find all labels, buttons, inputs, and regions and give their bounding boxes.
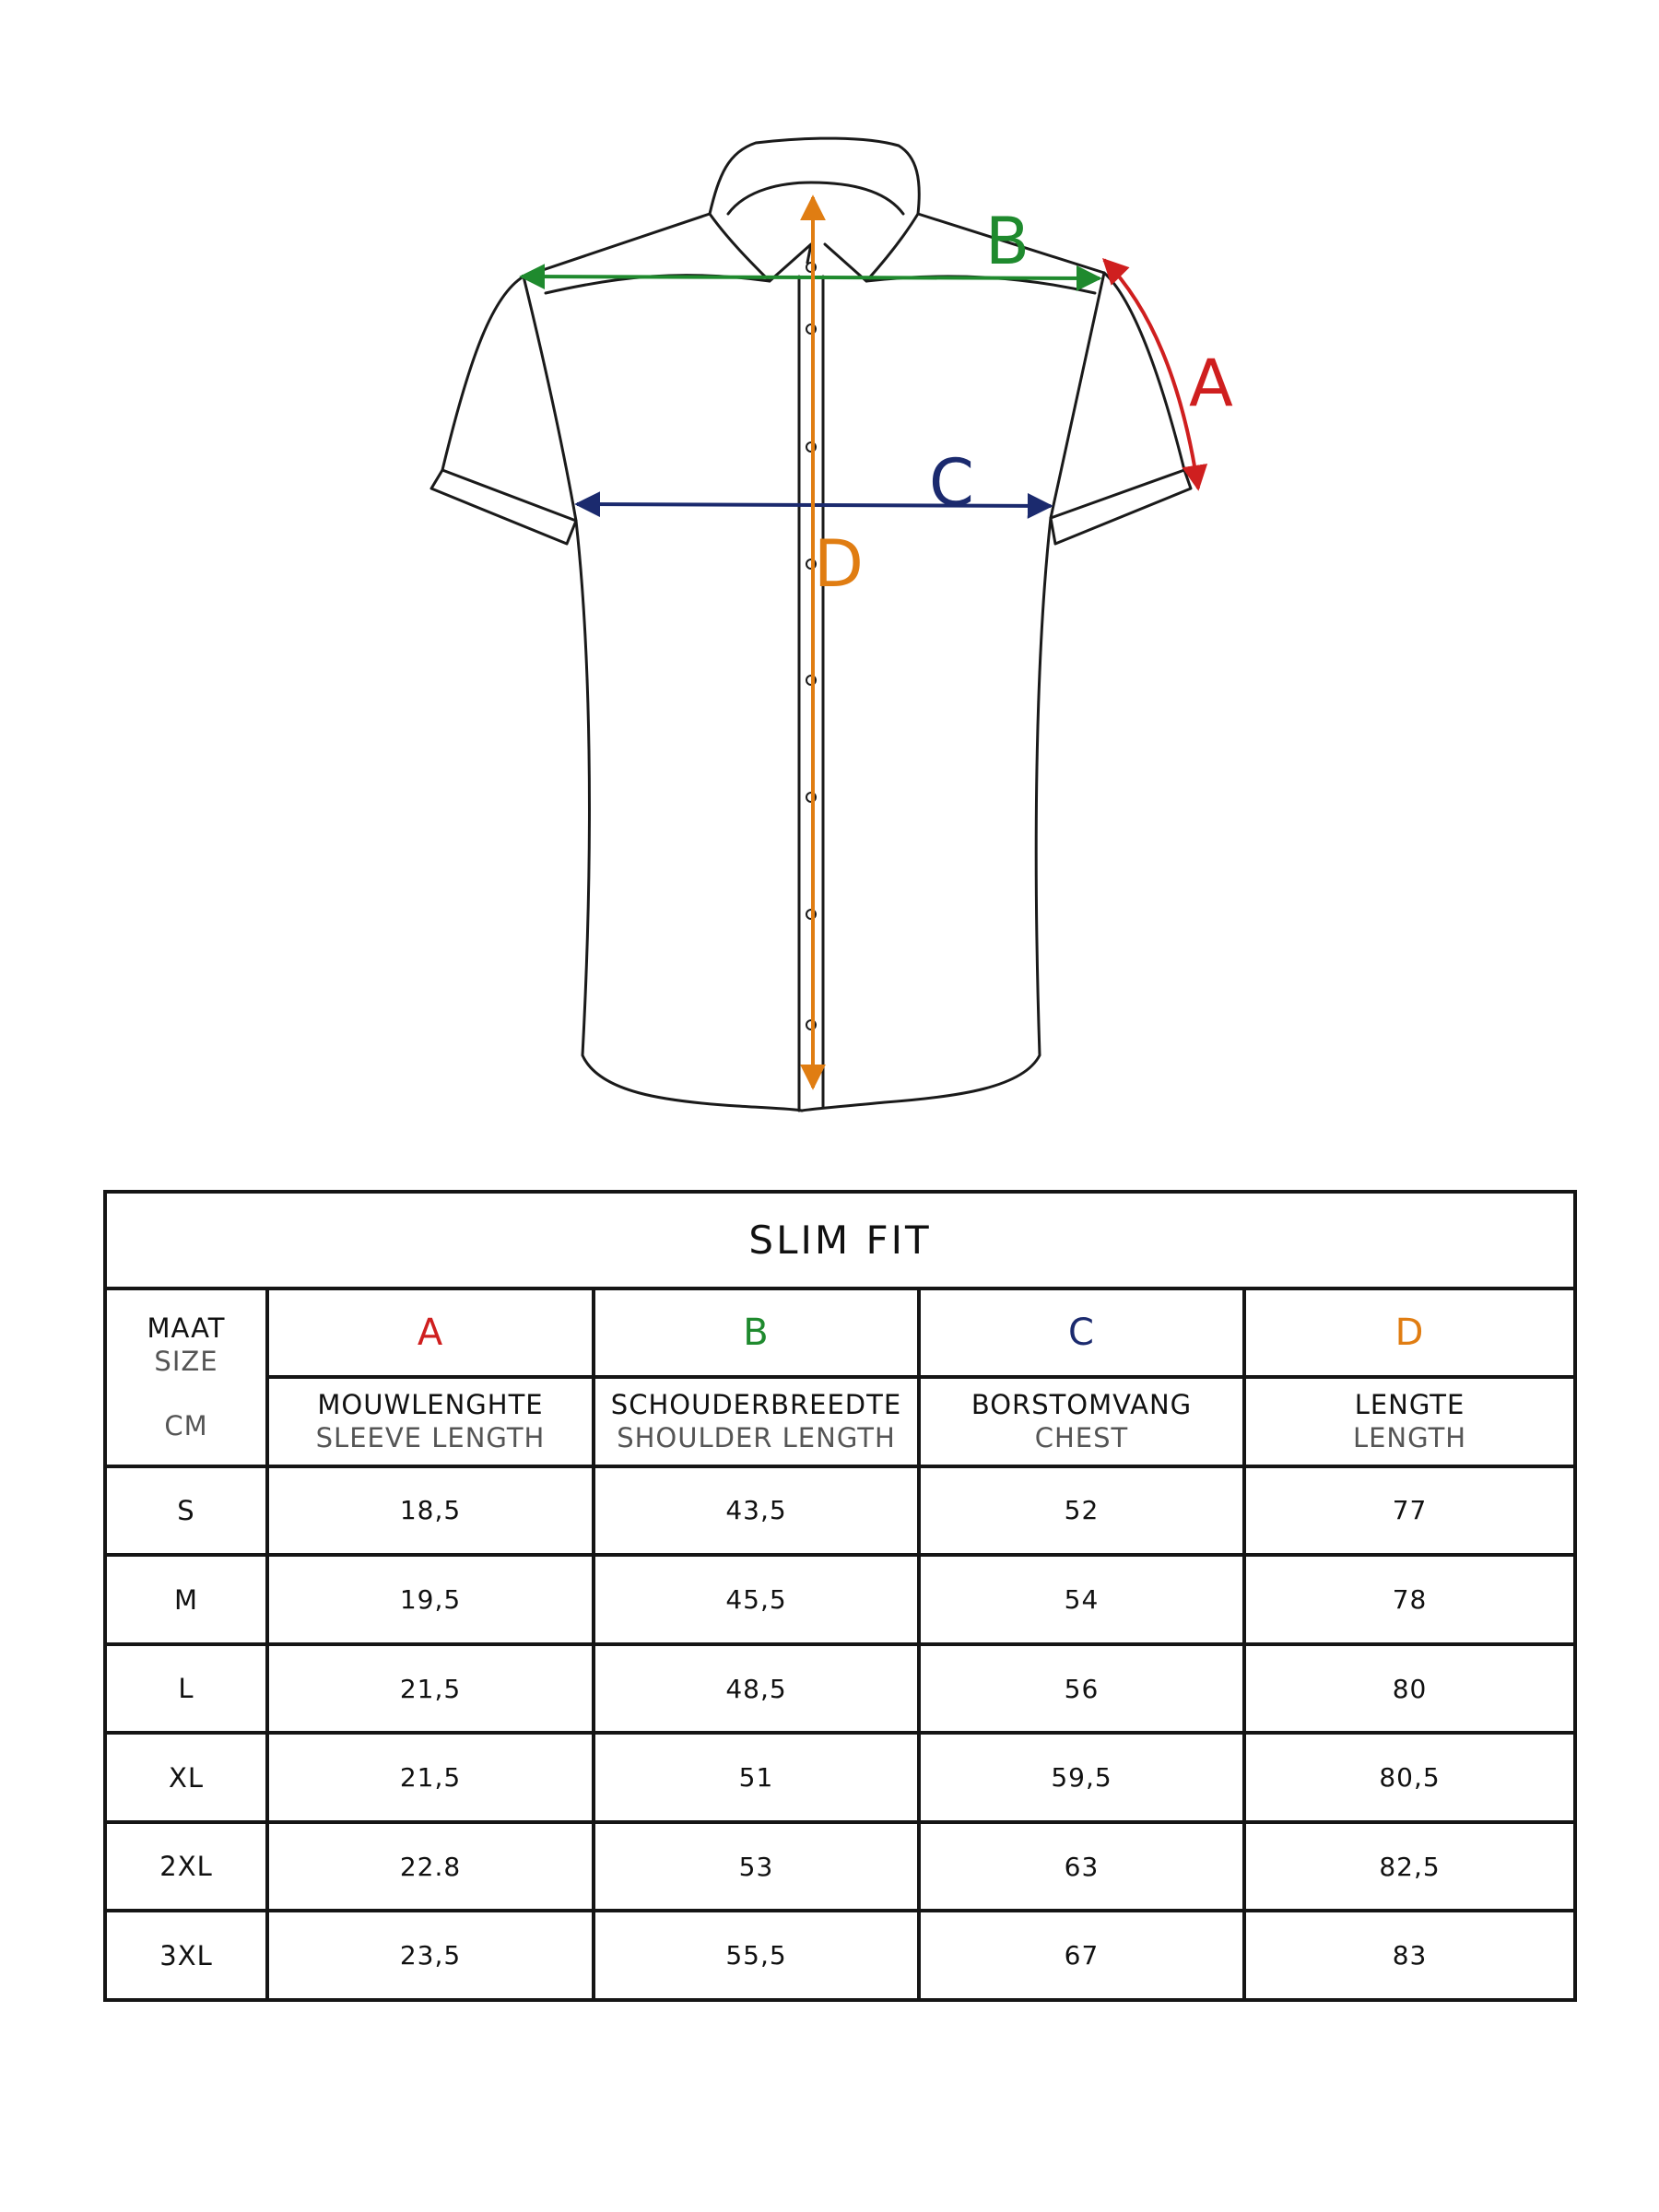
value-cell: 55,5: [594, 1911, 919, 2000]
table-row: [105, 1911, 1575, 2000]
column-header-c: [919, 1377, 1244, 1466]
value-cell: 83: [1244, 1911, 1575, 2000]
column-name-en: CHEST: [1034, 1422, 1129, 1454]
value-cell: 18,5: [267, 1466, 594, 1556]
collar-right-point: [825, 214, 918, 281]
value-cell: 82,5: [1244, 1822, 1575, 1912]
size-cell: 2XL: [105, 1822, 267, 1912]
column-letter-b: B: [594, 1288, 919, 1378]
label-c: C: [929, 445, 974, 521]
value-cell: 21,5: [267, 1644, 594, 1734]
table-title: SLIM FIT: [105, 1192, 1575, 1288]
table-row: [105, 1555, 1575, 1644]
table-row: [105, 1466, 1575, 1556]
size-cell: 3XL: [105, 1911, 267, 2000]
left-shoulder: [524, 214, 710, 276]
unit-label: CM: [164, 1410, 208, 1442]
value-cell: 80: [1244, 1644, 1575, 1734]
value-cell: 43,5: [594, 1466, 919, 1556]
size-header-en: SIZE: [154, 1346, 218, 1378]
column-header-a: [267, 1377, 594, 1466]
column-header-d: [1244, 1377, 1575, 1466]
column-name-en: SLEEVE LENGTH: [315, 1422, 546, 1454]
body-right-side: [802, 518, 1051, 1111]
column-name-nl: MOUWLENGHTE: [317, 1389, 544, 1421]
label-b: B: [985, 204, 1030, 279]
value-cell: 63: [919, 1822, 1244, 1912]
table-title-row: [105, 1192, 1575, 1288]
table-row: [105, 1733, 1575, 1822]
column-header-b: [594, 1377, 919, 1466]
header-name-row: [105, 1377, 1575, 1466]
value-cell: 23,5: [267, 1911, 594, 2000]
value-cell: 45,5: [594, 1555, 919, 1644]
measure-a-arrow: [1104, 260, 1198, 488]
header-letter-row: [105, 1288, 1575, 1378]
value-cell: 56: [919, 1644, 1244, 1734]
table-row: [105, 1822, 1575, 1912]
value-cell: 67: [919, 1911, 1244, 2000]
value-cell: 48,5: [594, 1644, 919, 1734]
column-letter-d: D: [1244, 1288, 1575, 1378]
right-cuff: [1051, 470, 1184, 518]
collar-inner: [728, 182, 903, 214]
size-header-nl: MAAT: [147, 1312, 226, 1345]
body-left-side: [576, 521, 802, 1111]
size-cell: L: [105, 1644, 267, 1734]
value-cell: 22.8: [267, 1822, 594, 1912]
value-cell: 51: [594, 1733, 919, 1822]
value-cell: 53: [594, 1822, 919, 1912]
value-cell: 52: [919, 1466, 1244, 1556]
value-cell: 54: [919, 1555, 1244, 1644]
column-letter-a: A: [267, 1288, 594, 1378]
column-letter-c: C: [919, 1288, 1244, 1378]
size-cell: S: [105, 1466, 267, 1556]
column-name-nl: SCHOUDERBREEDTE: [610, 1389, 902, 1421]
value-cell: 19,5: [267, 1555, 594, 1644]
right-sleeve: [1051, 273, 1191, 544]
value-cell: 78: [1244, 1555, 1575, 1644]
table-row: [105, 1644, 1575, 1734]
size-cell: M: [105, 1555, 267, 1644]
column-name-en: SHOULDER LENGTH: [617, 1422, 896, 1454]
column-name-nl: BORSTOMVANG: [971, 1389, 1193, 1421]
size-header-cell: [105, 1288, 267, 1466]
value-cell: 59,5: [919, 1733, 1244, 1822]
value-cell: 77: [1244, 1466, 1575, 1556]
column-name-nl: LENGTE: [1354, 1389, 1465, 1421]
size-cell: XL: [105, 1733, 267, 1822]
label-d: D: [814, 526, 864, 602]
label-a: A: [1189, 346, 1233, 421]
left-cuff: [442, 470, 576, 521]
value-cell: 21,5: [267, 1733, 594, 1822]
value-cell: 80,5: [1244, 1733, 1575, 1822]
column-name-en: LENGTH: [1352, 1422, 1467, 1454]
size-table: [103, 1190, 1577, 2002]
collar-left-point: [710, 214, 811, 281]
left-sleeve: [431, 276, 576, 544]
